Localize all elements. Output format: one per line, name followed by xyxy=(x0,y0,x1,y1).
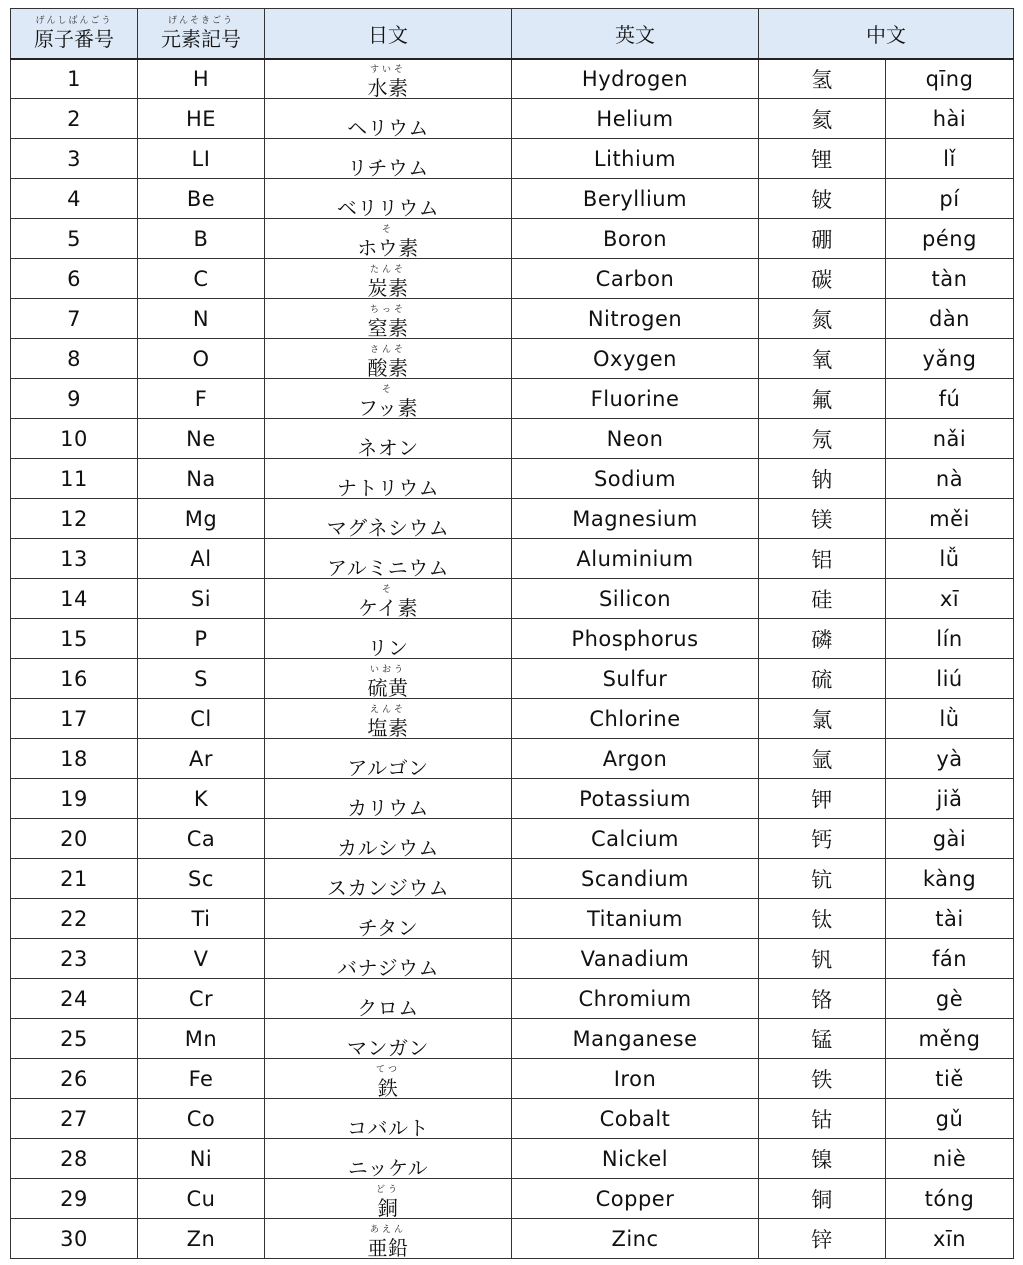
japanese-name-cell xyxy=(265,459,512,499)
symbol-cell: Zn xyxy=(138,1219,265,1259)
japanese-name-cell xyxy=(265,579,512,619)
japanese-name-cell xyxy=(265,259,512,299)
japanese-name: ケイ素 xyxy=(357,595,419,620)
table-row xyxy=(11,699,1014,739)
symbol-cell: Na xyxy=(138,459,265,499)
japanese-name-cell xyxy=(265,339,512,379)
atomic-number-cell: 29 xyxy=(11,1179,138,1219)
english-name-cell: Vanadium xyxy=(512,939,759,979)
chinese-char-cell: 铝 xyxy=(759,539,886,579)
chinese-char-cell: 铬 xyxy=(759,979,886,1019)
english-name-cell: Silicon xyxy=(512,579,759,619)
japanese-name: 鉄 xyxy=(377,1075,399,1100)
english-name-cell: Argon xyxy=(512,739,759,779)
pinyin-cell: gǔ xyxy=(886,1099,1014,1139)
chinese-char-cell: 铍 xyxy=(759,179,886,219)
header-atomic-number xyxy=(11,9,138,59)
japanese-name: 酸素 xyxy=(367,355,409,380)
pinyin-cell: lǜ xyxy=(886,699,1014,739)
symbol-cell: K xyxy=(138,779,265,819)
atomic-number-cell: 2 xyxy=(11,99,138,139)
chinese-char-cell: 磷 xyxy=(759,619,886,659)
symbol-cell: Sc xyxy=(138,859,265,899)
table-row xyxy=(11,539,1014,579)
japanese-ruby: てつ xyxy=(375,1064,400,1075)
chinese-char-cell: 硼 xyxy=(759,219,886,259)
english-name-cell: Oxygen xyxy=(512,339,759,379)
japanese-name-cell xyxy=(265,1059,512,1099)
atomic-number-cell: 15 xyxy=(11,619,138,659)
table-row xyxy=(11,1179,1014,1219)
japanese-name-cell xyxy=(265,1019,512,1059)
symbol-cell: Co xyxy=(138,1099,265,1139)
pinyin-cell: měi xyxy=(886,499,1014,539)
japanese-ruby: たんそ xyxy=(369,264,406,275)
header-english: 英文 xyxy=(512,9,759,59)
english-name-cell: Copper xyxy=(512,1179,759,1219)
pinyin-cell: tài xyxy=(886,899,1014,939)
english-name-cell: Carbon xyxy=(512,259,759,299)
table-row xyxy=(11,659,1014,699)
chinese-char-cell: 氮 xyxy=(759,299,886,339)
japanese-name: ニッケル xyxy=(347,1155,429,1180)
symbol-cell: LI xyxy=(138,139,265,179)
japanese-name: 窒素 xyxy=(367,315,409,340)
japanese-name-cell xyxy=(265,779,512,819)
symbol-cell: Cl xyxy=(138,699,265,739)
chinese-char-cell: 锰 xyxy=(759,1019,886,1059)
english-name-cell: Boron xyxy=(512,219,759,259)
symbol-cell: Ca xyxy=(138,819,265,859)
atomic-number-cell: 22 xyxy=(11,899,138,939)
pinyin-cell: yà xyxy=(886,739,1014,779)
table-row xyxy=(11,939,1014,979)
atomic-number-cell: 30 xyxy=(11,1219,138,1259)
chinese-char-cell: 钛 xyxy=(759,899,886,939)
symbol-cell: Cu xyxy=(138,1179,265,1219)
atomic-number-cell: 3 xyxy=(11,139,138,179)
japanese-name-cell xyxy=(265,379,512,419)
symbol-cell: Cr xyxy=(138,979,265,1019)
symbol-cell: Ni xyxy=(138,1139,265,1179)
atomic-number-cell: 13 xyxy=(11,539,138,579)
table-row xyxy=(11,779,1014,819)
atomic-number-cell: 9 xyxy=(11,379,138,419)
atomic-number-cell: 19 xyxy=(11,779,138,819)
atomic-number-cell: 18 xyxy=(11,739,138,779)
table-row xyxy=(11,1019,1014,1059)
japanese-name-cell xyxy=(265,899,512,939)
english-name-cell: Nickel xyxy=(512,1139,759,1179)
japanese-name: 銅 xyxy=(377,1195,399,1220)
table-row xyxy=(11,979,1014,1019)
chinese-char-cell: 铁 xyxy=(759,1059,886,1099)
table-row xyxy=(11,1139,1014,1179)
japanese-name: 水素 xyxy=(367,75,409,100)
pinyin-cell: kàng xyxy=(886,859,1014,899)
element-table xyxy=(10,8,1014,1259)
chinese-char-cell: 钠 xyxy=(759,459,886,499)
english-name-cell: Calcium xyxy=(512,819,759,859)
table-row xyxy=(11,619,1014,659)
japanese-name-cell xyxy=(265,859,512,899)
atomic-number-cell: 14 xyxy=(11,579,138,619)
atomic-number-cell: 4 xyxy=(11,179,138,219)
japanese-name: 亜鉛 xyxy=(367,1235,409,1260)
symbol-cell: Be xyxy=(138,179,265,219)
japanese-name: フッ素 xyxy=(357,395,419,420)
japanese-name: 炭素 xyxy=(367,275,409,300)
table-row xyxy=(11,59,1014,99)
japanese-ruby: そ xyxy=(381,584,394,595)
pinyin-cell: xī xyxy=(886,579,1014,619)
table-row xyxy=(11,139,1014,179)
japanese-ruby: そ xyxy=(381,224,394,235)
japanese-name-cell xyxy=(265,99,512,139)
table-row xyxy=(11,739,1014,779)
symbol-cell: F xyxy=(138,379,265,419)
symbol-cell: S xyxy=(138,659,265,699)
table-row xyxy=(11,299,1014,339)
japanese-name-cell xyxy=(265,979,512,1019)
header-symbol xyxy=(138,9,265,59)
pinyin-cell: niè xyxy=(886,1139,1014,1179)
pinyin-cell: tóng xyxy=(886,1179,1014,1219)
japanese-name-cell xyxy=(265,179,512,219)
header-japanese: 日文 xyxy=(265,9,512,59)
japanese-name-cell xyxy=(265,499,512,539)
japanese-name-cell xyxy=(265,59,512,99)
pinyin-cell: hài xyxy=(886,99,1014,139)
english-name-cell: Sulfur xyxy=(512,659,759,699)
chinese-char-cell: 钒 xyxy=(759,939,886,979)
symbol-cell: B xyxy=(138,219,265,259)
japanese-ruby: すいそ xyxy=(369,64,406,75)
symbol-cell: Mg xyxy=(138,499,265,539)
japanese-name-cell xyxy=(265,299,512,339)
english-name-cell: Magnesium xyxy=(512,499,759,539)
english-name-cell: Cobalt xyxy=(512,1099,759,1139)
pinyin-cell: lín xyxy=(886,619,1014,659)
chinese-char-cell: 锂 xyxy=(759,139,886,179)
header-atomic-number-ruby: げんしばんごう xyxy=(35,16,113,27)
table-row xyxy=(11,499,1014,539)
chinese-char-cell: 硅 xyxy=(759,579,886,619)
symbol-cell: O xyxy=(138,339,265,379)
pinyin-cell: gài xyxy=(886,819,1014,859)
english-name-cell: Helium xyxy=(512,99,759,139)
pinyin-cell: xīn xyxy=(886,1219,1014,1259)
japanese-name: マンガン xyxy=(347,1035,429,1060)
pinyin-cell: pí xyxy=(886,179,1014,219)
pinyin-cell: měng xyxy=(886,1019,1014,1059)
table-row xyxy=(11,99,1014,139)
english-name-cell: Zinc xyxy=(512,1219,759,1259)
header-row xyxy=(11,9,1014,59)
japanese-ruby: そ xyxy=(381,384,394,395)
japanese-name: アルゴン xyxy=(347,755,429,780)
chinese-char-cell: 氩 xyxy=(759,739,886,779)
japanese-name: リン xyxy=(367,635,409,660)
pinyin-cell: fú xyxy=(886,379,1014,419)
table-row xyxy=(11,1099,1014,1139)
header-symbol-label: 元素記号 xyxy=(161,27,241,52)
atomic-number-cell: 10 xyxy=(11,419,138,459)
japanese-ruby: えんそ xyxy=(369,704,406,715)
atomic-number-cell: 27 xyxy=(11,1099,138,1139)
header-chinese: 中文 xyxy=(759,9,1014,59)
atomic-number-cell: 17 xyxy=(11,699,138,739)
atomic-number-cell: 21 xyxy=(11,859,138,899)
english-name-cell: Beryllium xyxy=(512,179,759,219)
atomic-number-cell: 7 xyxy=(11,299,138,339)
symbol-cell: Ar xyxy=(138,739,265,779)
atomic-number-cell: 25 xyxy=(11,1019,138,1059)
chinese-char-cell: 碳 xyxy=(759,259,886,299)
symbol-cell: P xyxy=(138,619,265,659)
japanese-name-cell xyxy=(265,699,512,739)
table-row xyxy=(11,899,1014,939)
atomic-number-cell: 24 xyxy=(11,979,138,1019)
table-row xyxy=(11,819,1014,859)
japanese-ruby: いおう xyxy=(369,664,406,675)
table-row xyxy=(11,379,1014,419)
english-name-cell: Phosphorus xyxy=(512,619,759,659)
atomic-number-cell: 20 xyxy=(11,819,138,859)
japanese-name: コバルト xyxy=(347,1115,429,1140)
japanese-name: バナジウム xyxy=(337,955,439,980)
header-atomic-number-label: 原子番号 xyxy=(34,27,114,52)
table-row xyxy=(11,579,1014,619)
chinese-char-cell: 镍 xyxy=(759,1139,886,1179)
japanese-name: ネオン xyxy=(357,435,419,460)
japanese-name-cell xyxy=(265,1219,512,1259)
symbol-cell: H xyxy=(138,59,265,99)
chinese-char-cell: 钾 xyxy=(759,779,886,819)
japanese-ruby: どう xyxy=(375,1184,400,1195)
pinyin-cell: jiǎ xyxy=(886,779,1014,819)
chinese-char-cell: 锌 xyxy=(759,1219,886,1259)
japanese-ruby: ちっそ xyxy=(369,304,406,315)
table-row xyxy=(11,1059,1014,1099)
pinyin-cell: qīng xyxy=(886,59,1014,99)
japanese-name: ホウ素 xyxy=(357,235,419,260)
atomic-number-cell: 5 xyxy=(11,219,138,259)
english-name-cell: Neon xyxy=(512,419,759,459)
table-row xyxy=(11,179,1014,219)
symbol-cell: HE xyxy=(138,99,265,139)
japanese-name: リチウム xyxy=(347,155,429,180)
japanese-name: ベリリウム xyxy=(336,195,440,220)
english-name-cell: Lithium xyxy=(512,139,759,179)
english-name-cell: Fluorine xyxy=(512,379,759,419)
japanese-name: マグネシウム xyxy=(326,515,450,540)
table-row xyxy=(11,859,1014,899)
japanese-name-cell xyxy=(265,539,512,579)
pinyin-cell: liú xyxy=(886,659,1014,699)
atomic-number-cell: 28 xyxy=(11,1139,138,1179)
japanese-name-cell xyxy=(265,939,512,979)
symbol-cell: Al xyxy=(138,539,265,579)
symbol-cell: V xyxy=(138,939,265,979)
atomic-number-cell: 16 xyxy=(11,659,138,699)
atomic-number-cell: 23 xyxy=(11,939,138,979)
english-name-cell: Chromium xyxy=(512,979,759,1019)
pinyin-cell: nǎi xyxy=(886,419,1014,459)
pinyin-cell: yǎng xyxy=(886,339,1014,379)
japanese-name-cell xyxy=(265,1099,512,1139)
japanese-name-cell xyxy=(265,659,512,699)
symbol-cell: Si xyxy=(138,579,265,619)
english-name-cell: Nitrogen xyxy=(512,299,759,339)
pinyin-cell: lǚ xyxy=(886,539,1014,579)
english-name-cell: Hydrogen xyxy=(512,59,759,99)
japanese-name-cell xyxy=(265,1179,512,1219)
japanese-name: カルシウム xyxy=(337,835,439,860)
japanese-name: スカンジウム xyxy=(326,875,450,900)
pinyin-cell: péng xyxy=(886,219,1014,259)
english-name-cell: Sodium xyxy=(512,459,759,499)
pinyin-cell: tàn xyxy=(886,259,1014,299)
symbol-cell: Ne xyxy=(138,419,265,459)
atomic-number-cell: 11 xyxy=(11,459,138,499)
chinese-char-cell: 氟 xyxy=(759,379,886,419)
table-row xyxy=(11,219,1014,259)
japanese-name: ナトリウム xyxy=(336,475,440,500)
chinese-char-cell: 氧 xyxy=(759,339,886,379)
chinese-char-cell: 钙 xyxy=(759,819,886,859)
english-name-cell: Chlorine xyxy=(512,699,759,739)
japanese-name: アルミニウム xyxy=(327,555,449,580)
english-name-cell: Titanium xyxy=(512,899,759,939)
japanese-name-cell xyxy=(265,819,512,859)
table-row xyxy=(11,459,1014,499)
japanese-name: ヘリウム xyxy=(347,115,429,140)
japanese-ruby: さんそ xyxy=(369,344,406,355)
japanese-name: 硫黄 xyxy=(367,675,409,700)
chinese-char-cell: 氯 xyxy=(759,699,886,739)
pinyin-cell: dàn xyxy=(886,299,1014,339)
atomic-number-cell: 8 xyxy=(11,339,138,379)
pinyin-cell: gè xyxy=(886,979,1014,1019)
chinese-char-cell: 氦 xyxy=(759,99,886,139)
symbol-cell: N xyxy=(138,299,265,339)
japanese-name: チタン xyxy=(357,915,419,940)
japanese-name-cell xyxy=(265,1139,512,1179)
table-row xyxy=(11,339,1014,379)
english-name-cell: Scandium xyxy=(512,859,759,899)
table-row xyxy=(11,419,1014,459)
japanese-name: 塩素 xyxy=(367,715,409,740)
english-name-cell: Aluminium xyxy=(512,539,759,579)
atomic-number-cell: 12 xyxy=(11,499,138,539)
chinese-char-cell: 钴 xyxy=(759,1099,886,1139)
english-name-cell: Iron xyxy=(512,1059,759,1099)
japanese-name-cell xyxy=(265,739,512,779)
english-name-cell: Potassium xyxy=(512,779,759,819)
atomic-number-cell: 6 xyxy=(11,259,138,299)
table-row xyxy=(11,259,1014,299)
table-row xyxy=(11,1219,1014,1259)
chinese-char-cell: 镁 xyxy=(759,499,886,539)
japanese-name-cell xyxy=(265,419,512,459)
header-symbol-ruby: げんそきごう xyxy=(167,16,234,27)
symbol-cell: Ti xyxy=(138,899,265,939)
chinese-char-cell: 硫 xyxy=(759,659,886,699)
symbol-cell: C xyxy=(138,259,265,299)
english-name-cell: Manganese xyxy=(512,1019,759,1059)
japanese-name: クロム xyxy=(357,995,419,1020)
pinyin-cell: nà xyxy=(886,459,1014,499)
japanese-ruby: あえん xyxy=(369,1224,406,1235)
chinese-char-cell: 氢 xyxy=(759,59,886,99)
pinyin-cell: tiě xyxy=(886,1059,1014,1099)
japanese-name-cell xyxy=(265,139,512,179)
chinese-char-cell: 钪 xyxy=(759,859,886,899)
chinese-char-cell: 氖 xyxy=(759,419,886,459)
chinese-char-cell: 铜 xyxy=(759,1179,886,1219)
atomic-number-cell: 26 xyxy=(11,1059,138,1099)
table-body xyxy=(11,59,1014,1259)
japanese-name-cell xyxy=(265,619,512,659)
symbol-cell: Fe xyxy=(138,1059,265,1099)
atomic-number-cell: 1 xyxy=(11,59,138,99)
japanese-name: カリウム xyxy=(347,795,429,820)
pinyin-cell: lǐ xyxy=(886,139,1014,179)
pinyin-cell: fán xyxy=(886,939,1014,979)
symbol-cell: Mn xyxy=(138,1019,265,1059)
japanese-name-cell xyxy=(265,219,512,259)
